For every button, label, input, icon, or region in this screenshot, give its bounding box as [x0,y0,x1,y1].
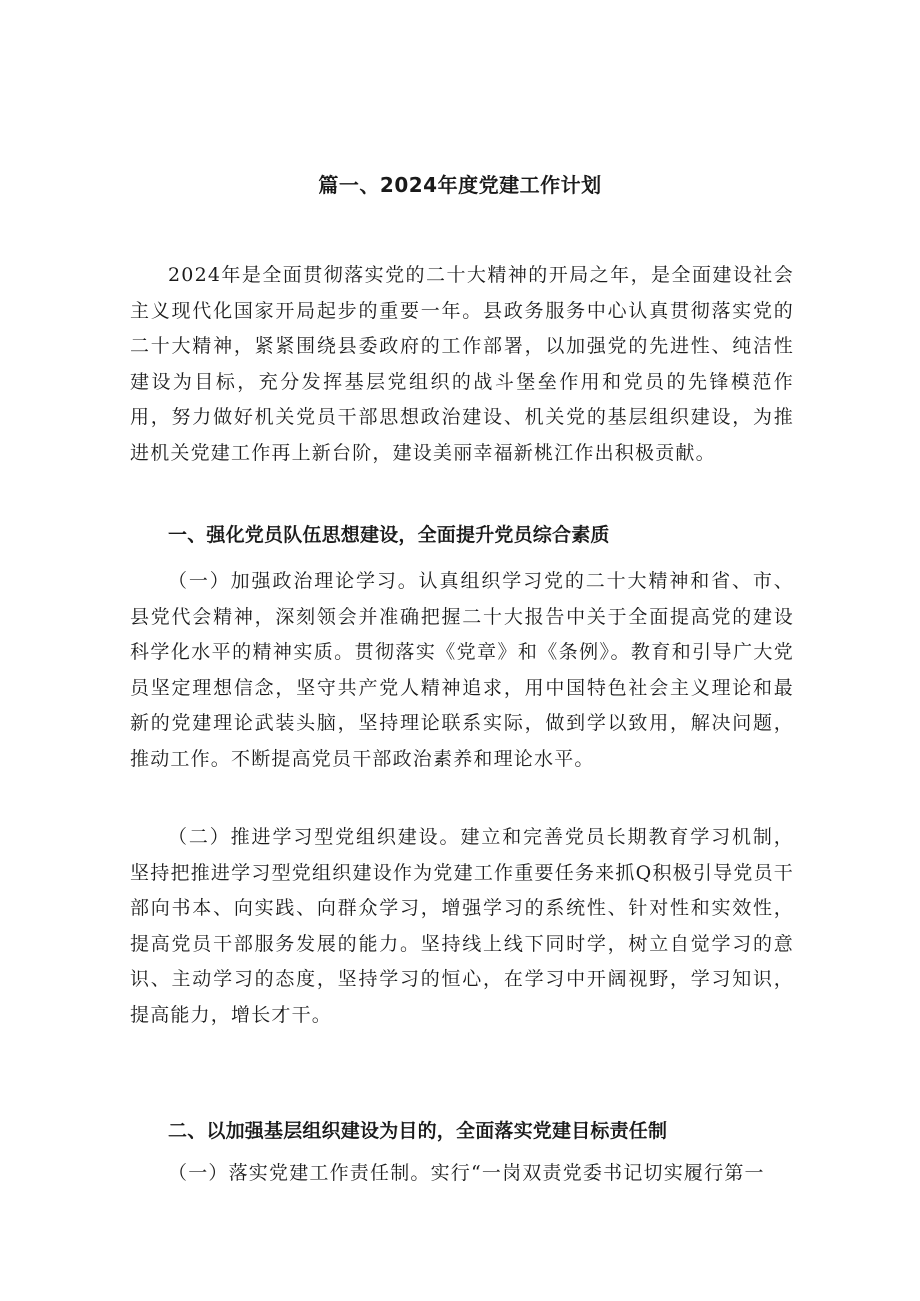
document-title: 篇一、2024年度党建工作计划 [318,173,602,198]
section1-item1-paragraph: （一）加强政治理论学习。认真组织学习党的二十大精神和省、市、县党代会精神，深刻领会并准确把握二十大报告中关于全面提高党的建设科学化水平的精神实质。贯彻落实《党章》和《条例》。教育和引导广大党员坚定理想信念，坚守共产党人精神追求，用中国特色社会主义理论和最新的党建理论武装头脑，坚持理论联系实际，做到学以致用，解决问题，推动工作。不断提高党员干部政治素养和理论水平。 [130,570,794,770]
section1-item2-paragraph: （二）推进学习型党组织建设。建立和完善党员长期教育学习机制，坚持把推进学习型党组织建设作为党建工作重要任务来抓Q积极引导党员干部向书本、向实践、向群众学习，增强学习的系统性、针对性和实效性，提高党员干部服务发展的能力。坚持线上线下同时学，树立自觉学习的意识、主动学习的态度，坚持学习的恒心，在学习中开阔视野，学习知识，提高能力，增长才干。 [130,826,794,1026]
section-heading-2: 二、以加强基层组织建设为目的，全面落实党建目标责任制 [168,1120,668,1142]
intro-paragraph: 2024年是全面贯彻落实党的二十大精神的开局之年，是全面建设社会主义现代化国家开局起步的重要一年。县政务服务中心认真贯彻落实党的二十大精神，紧紧围绕县委政府的工作部署，以加强党的先进性、纯洁性建设为目标，充分发挥基层党组织的战斗堡垒作用和党员的先锋模范作用，努力做好机关党员干部思想政治建设、机关党的基层组织建设，为推进机关党建工作再上新台阶，建设美丽幸福新桃江作出积极贡献。 [130,264,794,464]
section2-item1-paragraph: （一）落实党建工作责任制。实行“一岗双责党委书记切实履行第一 [168,1162,765,1184]
section-heading-1: 一、强化党员队伍思想建设，全面提升党员综合素质 [168,524,610,546]
